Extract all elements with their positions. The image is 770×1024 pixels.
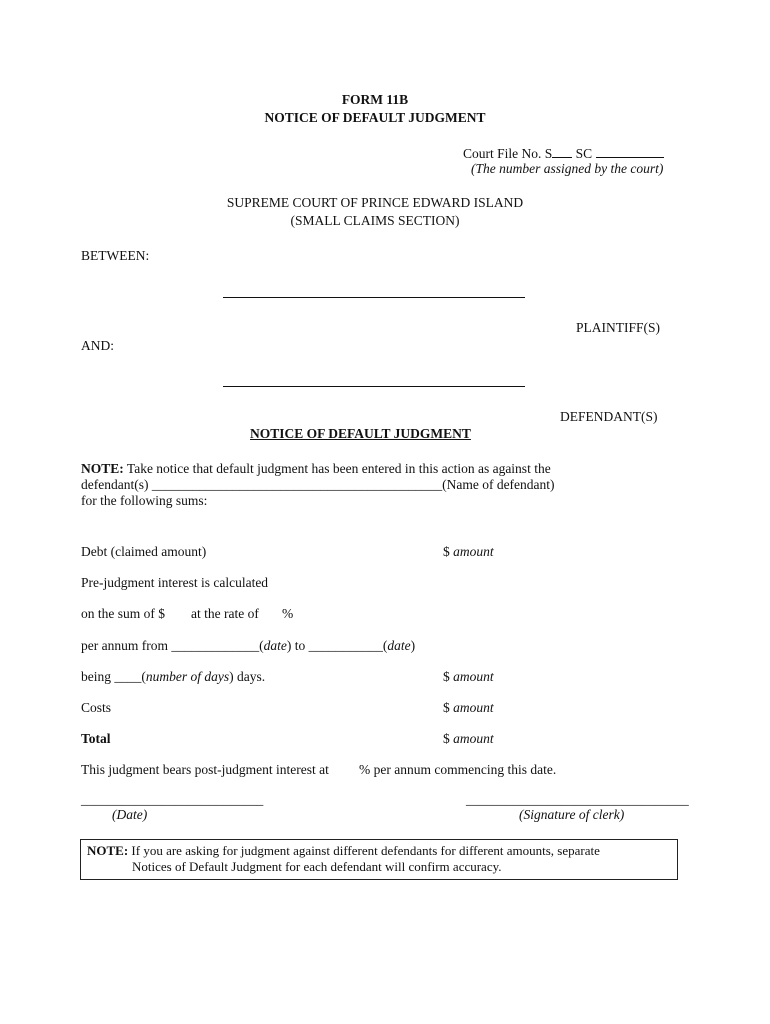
defendant-name-line[interactable]: [223, 386, 525, 387]
close-paren: ): [410, 638, 416, 653]
post-interest-label: This judgment bears post-judgment interest at: [81, 762, 329, 777]
form-title: NOTICE OF DEFAULT JUDGMENT: [264, 110, 486, 125]
court-file-blank-1[interactable]: [552, 145, 572, 158]
currency-sign: $: [443, 669, 450, 684]
debt-label: Debt (claimed amount): [81, 544, 207, 559]
post-interest-suffix: % per annum commencing this date.: [359, 762, 557, 777]
footer-note-label: NOTE:: [87, 843, 129, 858]
clerk-signature-line[interactable]: _________________________________: [466, 792, 689, 807]
note-label: NOTE:: [81, 461, 124, 476]
footer-note-box: [80, 839, 678, 880]
costs-label: Costs: [81, 700, 112, 715]
debt-amount[interactable]: [443, 544, 494, 560]
note-line-3: for the following sums:: [81, 493, 208, 508]
court-file-blank-2[interactable]: [596, 145, 664, 158]
total-amount[interactable]: [443, 731, 494, 747]
court-file-label: Court File No. S: [463, 146, 553, 161]
note-line-2: defendant(s) ___________________________________________(Name of defendant): [81, 477, 555, 492]
form-number: FORM 11B: [341, 92, 409, 107]
clerk-caption: (Signature of clerk): [519, 807, 625, 822]
per-annum-from: per annum from _____________(: [81, 638, 264, 653]
costs-amount[interactable]: [443, 700, 494, 716]
date-signature-line[interactable]: ___________________________: [81, 792, 264, 807]
court-file-number: [463, 145, 664, 162]
rate-percent: %: [282, 606, 294, 621]
days-suffix: ) days.: [229, 669, 266, 684]
court-name: SUPREME COURT OF PRINCE EDWARD ISLAND: [226, 195, 524, 210]
number-of-days: number of days: [145, 669, 230, 684]
date-caption: (Date): [112, 807, 148, 822]
amount-placeholder: amount: [453, 731, 494, 746]
court-file-sc: SC: [575, 146, 593, 161]
interest-amount[interactable]: [443, 669, 494, 685]
defendant-label: DEFENDANT(S): [560, 409, 658, 424]
amount-placeholder: amount: [453, 544, 494, 559]
footer-note-text-1: If you are asking for judgment against different defendants for different amounts, separate: [128, 843, 600, 858]
per-annum-line: [81, 638, 415, 654]
currency-sign: $: [443, 544, 450, 559]
sum-of-label: on the sum of $: [81, 606, 165, 621]
footer-note-line-1: [87, 843, 600, 859]
prejudgment-label: Pre-judgment interest is calculated: [81, 575, 269, 590]
rate-label: at the rate of: [191, 606, 259, 621]
note-line-1: [81, 461, 551, 477]
from-date-word: date: [263, 638, 287, 653]
plaintiff-label: PLAINTIFF(S): [576, 320, 661, 335]
court-section: (SMALL CLAIMS SECTION): [290, 213, 460, 228]
and-label: AND:: [81, 338, 114, 353]
currency-sign: $: [443, 731, 450, 746]
plaintiff-name-line[interactable]: [223, 297, 525, 298]
amount-placeholder: amount: [453, 700, 494, 715]
being-days-line: [81, 669, 265, 685]
between-label: BETWEEN:: [81, 248, 150, 263]
being-prefix: being ____(: [81, 669, 146, 684]
total-label: Total: [81, 731, 111, 746]
court-file-note: (The number assigned by the court): [471, 161, 664, 176]
currency-sign: $: [443, 700, 450, 715]
amount-placeholder: amount: [453, 669, 494, 684]
footer-note-line-2: Notices of Default Judgment for each defendant will confirm accuracy.: [132, 859, 502, 874]
to-text: ) to ___________(: [286, 638, 388, 653]
to-date-word: date: [387, 638, 411, 653]
note-text-1: Take notice that default judgment has been entered in this action as against the: [123, 461, 551, 476]
notice-heading: NOTICE OF DEFAULT JUDGMENT: [250, 426, 471, 441]
